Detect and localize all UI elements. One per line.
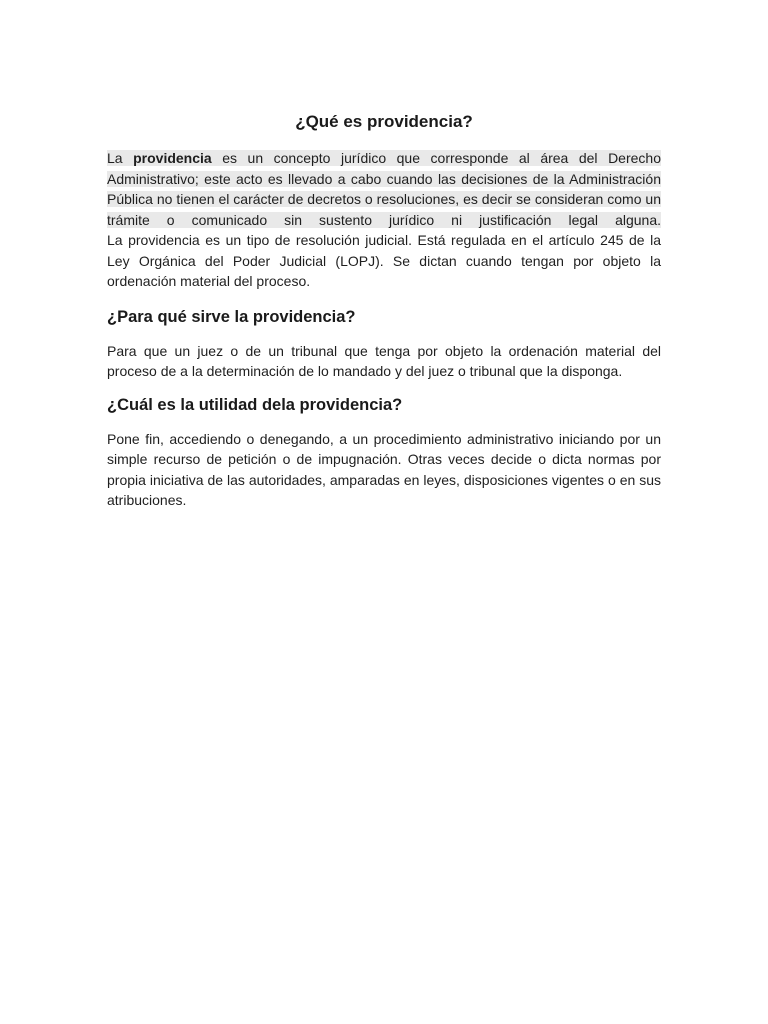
intro-highlight-lead: La	[107, 150, 134, 166]
section-body-purpose: Para que un juez o de un tribunal que tenga por objeto la ordenación material del proceso de a la determinación de lo mandado y del juez o tribunal que la disponga.	[107, 342, 661, 379]
intro-paragraph-highlighted	[107, 148, 661, 230]
page-title: ¿Qué es providencia?	[295, 112, 473, 131]
section-body-utility: Pone fin, accediendo o denegando, a un procedimiento administrativo iniciando por un simple recurso de petición o de impugnación. Otras veces decide o dicta normas por propia iniciativa de las autoridades, amparadas en leyes, disposiciones vigentes o en sus atribuciones.	[107, 430, 661, 508]
intro-highlight-rest: es un concepto jurídico que corresponde al área del Derecho Administrativo; este acto es llevado a cabo cuando las decisiones de la Administración Pública no tienen el carácter de decretos o resoluciones, es decir se consideran como un trámite o comunicado sin sustento jurídico ni justificación legal alguna.	[107, 150, 661, 228]
intro-bold-term: providencia	[133, 150, 212, 166]
intro-paragraph: La providencia es un tipo de resolución judicial. Está regulada en el artículo 245 de la Ley Orgánica del Poder Judicial (LOPJ). Se dictan cuando tengan por objeto la ordenación material del proceso.	[107, 232, 661, 289]
document-page	[107, 112, 661, 511]
section-heading-purpose: ¿Para qué sirve la providencia?	[107, 307, 356, 326]
section-heading-utility: ¿Cuál es la utilidad dela providencia?	[107, 395, 403, 414]
